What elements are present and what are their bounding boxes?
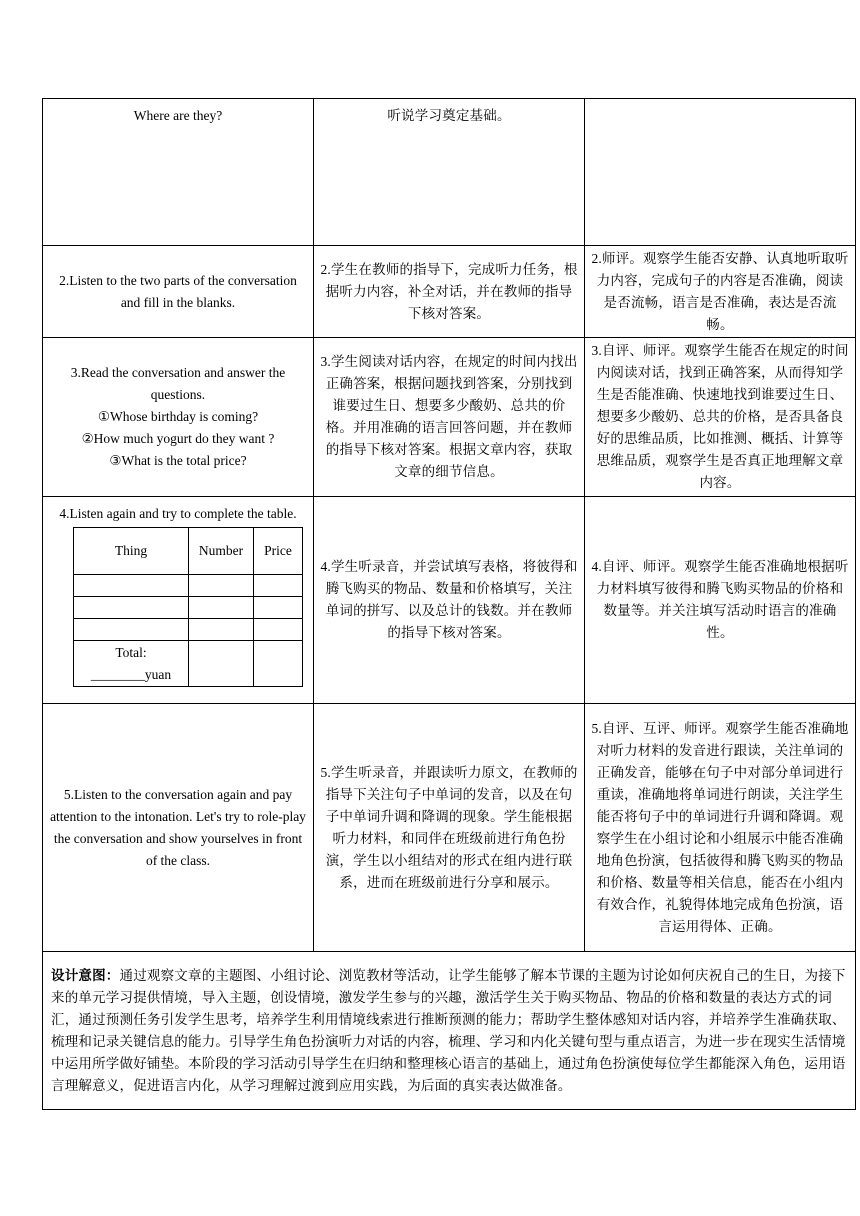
evaluation-cell	[585, 338, 856, 497]
student-activity-cell	[314, 704, 585, 952]
blank-cell[interactable]	[254, 619, 303, 641]
student-activity-text: 2.学生在教师的指导下，完成听力任务，根据听力内容，补全对话，并在教师的指导下核对答案。	[320, 261, 578, 321]
table-row	[43, 704, 856, 952]
question-2: ②How much yogurt do they want ?	[81, 431, 275, 446]
activity-text: 2.Listen to the two parts of the conversation and fill in the blanks.	[59, 272, 297, 310]
activity-text: Where are they?	[133, 108, 223, 123]
student-activity-cell	[314, 338, 585, 497]
design-intent-cell	[43, 952, 856, 1110]
evaluation-cell	[585, 497, 856, 704]
student-activity-text: 5.学生听录音，并跟读听力原文，在教师的指导下关注句子中单词的发音，以及在句子中单词升调和降调的现象。学生能根据听力材料，和同伴在班级前进行角色扮演，学生以小组结对的形式在组内进行联系，进而在班级前进行分享和展示。	[320, 764, 578, 890]
blank-cell[interactable]	[189, 619, 254, 641]
activity-cell	[43, 246, 314, 338]
blank-cell[interactable]	[254, 575, 303, 597]
design-intent-text: 通过观察文章的主题图、小组讨论、浏览教材等活动，让学生能够了解本节课的主题为讨论如何庆祝自己的生日，为接下来的单元学习提供情境，导入主题，创设情境，激发学生参与的兴趣，激活学生关于购买物品、物品的价格和数量的表达方式的词汇，通过预测任务引发学生思考，培养学生利用情境线索进行推断预测的能力；帮助学生整体感知对话内容，并培养学生准确获取、梳理和记录关键信息的能力。引导学生角色扮演听力对话的内容，梳理、学习和内化关键句型与重点语言，为进一步在现实生活情境中运用所学做好铺垫。本阶段的学习活动引导学生在归纳和整理核心语言的基础上，通过角色扮演使每位学生都能深入角色，运用语言理解意义，促进语言内化，从学习理解过渡到应用实践，为后面的真实表达做准备。	[51, 967, 846, 1093]
blank-cell[interactable]	[189, 597, 254, 619]
blank-cell[interactable]	[74, 597, 189, 619]
blank-cell[interactable]	[189, 575, 254, 597]
total-label: Total:	[115, 644, 147, 660]
activity-cell	[43, 704, 314, 952]
evaluation-cell	[585, 99, 856, 246]
student-activity-cell	[314, 497, 585, 704]
question-3: ③What is the total price?	[109, 453, 247, 468]
lesson-plan-table	[42, 98, 856, 1110]
evaluation-cell	[585, 246, 856, 338]
table-row	[43, 246, 856, 338]
student-activity-text: 3.学生阅读对话内容，在规定的时间内找出正确答案，根据问题找到答案，分别找到谁要过生日、想要多少酸奶、总共的价格。并用准确的语言回答问题，并在教师的指导下核对答案。根据文章内容，获取文章的细节信息。	[320, 354, 578, 479]
evaluation-text: 2.师评。观察学生能否安静、认真地听取听力内容，完成句子的内容是否准确，阅读是否流畅，语言是否准确，表达是否流畅。	[591, 250, 849, 332]
student-activity-cell	[314, 246, 585, 338]
student-activity-text: 听说学习奠定基础。	[387, 108, 511, 123]
question-1: ①Whose birthday is coming?	[97, 409, 259, 424]
student-activity-cell	[314, 99, 585, 246]
fill-in-table	[73, 527, 303, 687]
header-number: Number	[189, 528, 254, 575]
activity-title: 3.Read the conversation and answer the questions.	[70, 365, 286, 402]
table-row	[43, 99, 856, 246]
blank-cell[interactable]	[189, 641, 254, 687]
total-unit: ________yuan	[90, 666, 172, 682]
total-cell	[74, 641, 189, 687]
evaluation-text: 5.自评、互评、师评。观察学生能否准确地对听力材料的发音进行跟读，关注单词的正确发音，能够在句子中对部分单词进行重读，准确地将单词进行朗读，关注学生能否将句子中的单词进行升调和降调。观察学生在小组讨论和小组展示中能否准确地角色扮演，包括彼得和腾飞购买的物品和价格、数量等相关信息，能否在小组内有效合作，礼貌得体地完成角色扮演，语言运用得体、正确。	[591, 720, 849, 934]
activity-cell	[43, 497, 314, 704]
design-intent-label: 设计意图：	[51, 967, 120, 983]
student-activity-text: 4.学生听录音，并尝试填写表格，将彼得和腾飞购买的物品、数量和价格填写，关注单词的拼写、以及总计的钱数。并在教师的指导下核对答案。	[320, 559, 578, 640]
activity-text: 5.Listen to the conversation again and pay attention to the intonation. Let's try to role-play the conversation and show yourselves in front of the class.	[50, 786, 306, 868]
evaluation-text: 3.自评、师评。观察学生能否在规定的时间内阅读对话，找到正确答案，从而得知学生是否能准确、快速地找到谁要过生日、想要多少酸奶、总共的价格，是否具备良好的思维品质，比如推测、概括、计算等思维品质，观察学生是否真正地理解文章内容。	[591, 343, 849, 490]
header-thing: Thing	[74, 528, 189, 575]
header-price: Price	[254, 528, 303, 575]
blank-cell[interactable]	[74, 619, 189, 641]
table-row	[43, 497, 856, 704]
activity-cell	[43, 338, 314, 497]
activity-cell	[43, 99, 314, 246]
evaluation-cell	[585, 704, 856, 952]
blank-cell[interactable]	[74, 575, 189, 597]
table-row	[43, 338, 856, 497]
evaluation-text: 4.自评、师评。观察学生能否准确地根据听力材料填写彼得和腾飞购买物品的价格和数量等。并关注填写活动时语言的准确性。	[591, 559, 849, 640]
blank-cell[interactable]	[254, 641, 303, 687]
blank-cell[interactable]	[254, 597, 303, 619]
design-intent-row	[43, 952, 856, 1110]
activity-title: 4.Listen again and try to complete the table.	[59, 506, 297, 521]
